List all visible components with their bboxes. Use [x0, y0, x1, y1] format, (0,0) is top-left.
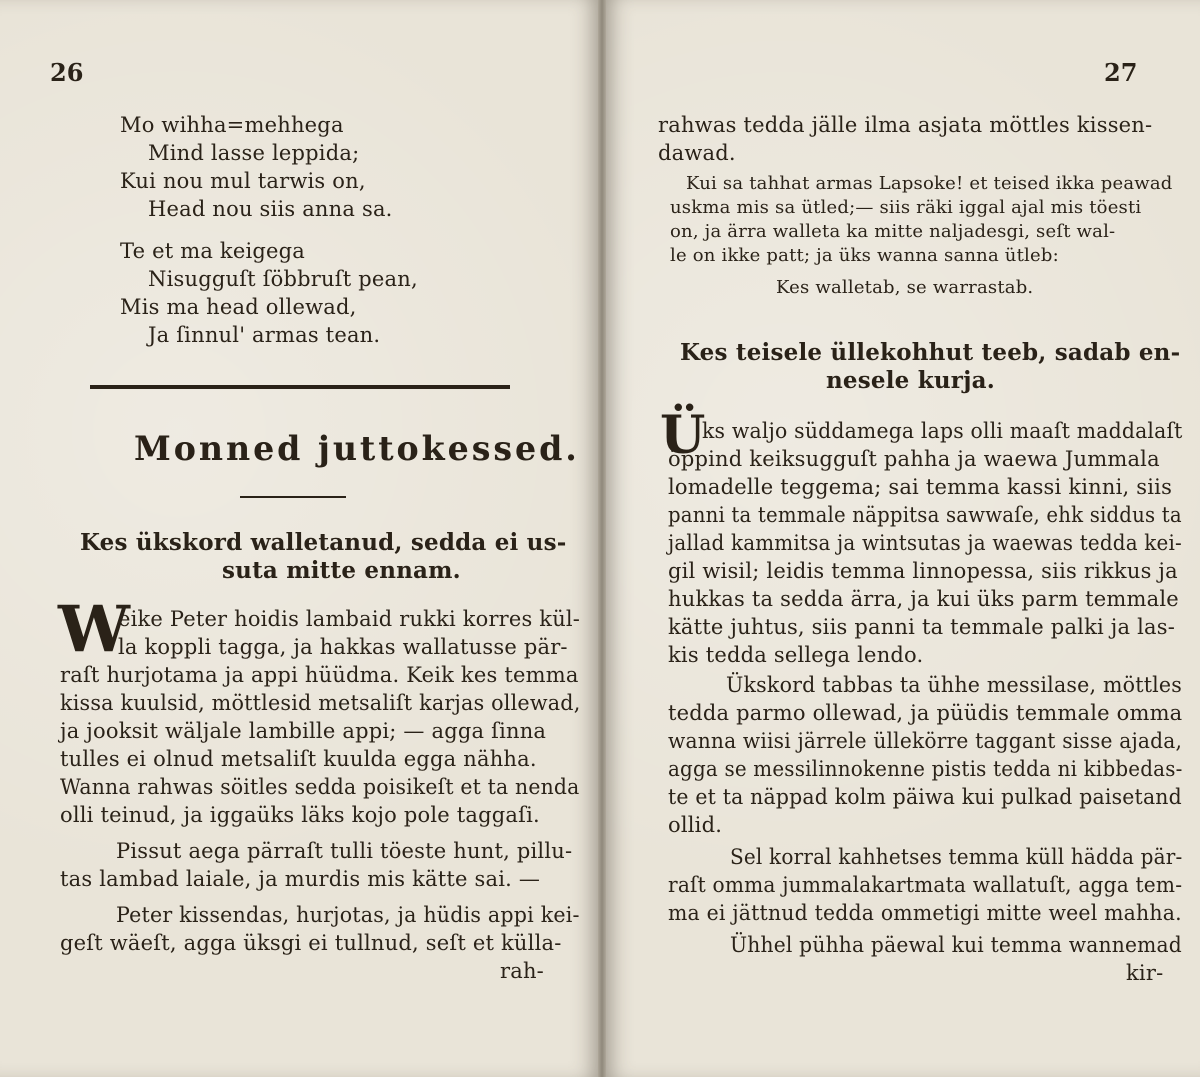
- moral-line: le on ikke patt; ja üks wanna sanna ütleb:: [670, 245, 1059, 266]
- text-line: ollid.: [668, 813, 723, 837]
- poem-line: Te et ma keigega: [120, 239, 306, 263]
- section-title: Monned juttokessed.: [134, 429, 580, 469]
- text-line: tedda parmo ollewad, ja püüdis temmale omma: [668, 701, 1183, 725]
- poem-line: Mind lasse leppida;: [148, 141, 360, 165]
- text-line: dawad.: [658, 141, 736, 165]
- drop-capital: W: [58, 592, 130, 667]
- poem-line: Kui nou mul tarwis on,: [120, 169, 366, 193]
- text-line: ma ei jättnud tedda ommetigi mitte weel mahha.: [668, 901, 1182, 925]
- text-line: ja jooksit wäljale lambille appi; — agga ſinna: [60, 719, 547, 743]
- story-heading-line: Kes ükskord walletanud, sedda ei us-: [80, 529, 567, 556]
- story-heading-line: Kes teisele üllekohhut teeb, sadab en-: [680, 339, 1181, 366]
- moral-line: on, ja ärra walleta ka mitte naljadesgi, seſt wal-: [670, 221, 1116, 242]
- text-line: eike Peter hoidis lambaid rukki korres kül-: [118, 607, 581, 631]
- text-line: hukkas ta sedda ärra, ja kui üks parm temmale: [668, 587, 1179, 611]
- catchword: kir-: [1126, 961, 1164, 985]
- text-line: agga se messilinnokenne pistis tedda ni kibbedas-: [668, 757, 1183, 781]
- text-line: Ükskord tabbas ta ühhe messilase, möttles: [726, 673, 1183, 697]
- story-heading-line: suta mitte ennam.: [222, 557, 461, 584]
- poem-line: Ja ſinnul' armas tean.: [148, 323, 381, 347]
- drop-capital: Ü: [660, 405, 706, 466]
- text-line: rahwas tedda jälle ilma asjata möttles kissen-: [658, 113, 1153, 137]
- text-line: Peter kissendas, hurjotas, ja hüdis appi kei-: [116, 903, 580, 927]
- text-line: Pissut aega pärraſt tulli töeste hunt, pillu-: [116, 839, 573, 863]
- text-line: raſt hurjotama ja appi hüüdma. Keik kes temma: [60, 663, 579, 687]
- right-page: [606, 0, 1200, 1077]
- text-line: panni ta temmale näppitsa sawwaſe, ehk siddus ta: [668, 503, 1182, 527]
- text-line: raſt omma jummalakartmata wallatuſt, agga tem-: [668, 873, 1183, 897]
- poem-line: Mo wihha=mehhega: [120, 113, 344, 137]
- text-line: te et ta näppad kolm päiwa kui pulkad paisetand: [668, 785, 1182, 809]
- text-line: tas lambad laiale, ja murdis mis kätte sai. —: [60, 867, 541, 891]
- catchword: rah-: [500, 959, 544, 983]
- moral-line: uskma mis sa ütled;— siis räki iggal ajal mis töesti: [670, 197, 1142, 218]
- text-line: kis tedda sellega lendo.: [668, 643, 924, 667]
- story-heading-line: nesele kurja.: [826, 367, 995, 394]
- text-line: jallad kammitsa ja wintsutas ja waewas tedda kei-: [668, 531, 1182, 555]
- text-line: geſt wäeſt, agga üksgi ei tullnud, seſt et külla-: [60, 931, 562, 955]
- text-line: gil wisil; leidis temma linnopessa, siis rikkus ja: [668, 559, 1178, 583]
- poem-line: Head nou siis anna sa.: [148, 197, 393, 221]
- text-line: Ühhel pühha päewal kui temma wannemad: [730, 933, 1182, 957]
- poem-line: Mis ma head ollewad,: [120, 295, 357, 319]
- moral-line: Kui sa tahhat armas Lapsoke! et teised ikka peawad: [686, 173, 1173, 194]
- text-line: tulles ei olnud metsaliſt kuulda egga nähha.: [60, 747, 537, 771]
- text-line: wanna wiisi järrele üllekörre taggant sisse ajada,: [668, 729, 1183, 753]
- text-line: lomadelle teggema; sai temma kassi kinni, siis: [668, 475, 1173, 499]
- text-line: kätte juhtus, siis panni ta temmale palki ja las-: [668, 615, 1176, 639]
- text-line: öppind keiksugguſt pahha ja waewa Jummala: [668, 447, 1160, 471]
- title-underline: [240, 496, 346, 498]
- left-page: [0, 0, 598, 1077]
- section-rule: [90, 385, 510, 389]
- text-line: Sel korral kahhetses temma küll hädda pär-: [730, 845, 1183, 869]
- poem-line: Nisugguſt ſöbbruſt pean,: [148, 267, 418, 291]
- text-line: ks waljo süddamega laps olli maaſt maddalaſt: [702, 419, 1183, 443]
- text-line: kissa kuulsid, möttlesid metsaliſt karjas ollewad,: [60, 691, 581, 715]
- text-line: olli teinud, ja iggaüks läks kojo pole taggaſi.: [60, 803, 540, 827]
- text-line: Wanna rahwas söitles sedda poisikeſt et ta nenda: [60, 775, 580, 799]
- page-number-right: 27: [1104, 58, 1138, 87]
- text-line: la koppli tagga, ja hakkas wallatusse pär-: [118, 635, 568, 659]
- page-number-left: 26: [50, 58, 84, 87]
- proverb: Kes walletab, se warrastab.: [776, 277, 1034, 298]
